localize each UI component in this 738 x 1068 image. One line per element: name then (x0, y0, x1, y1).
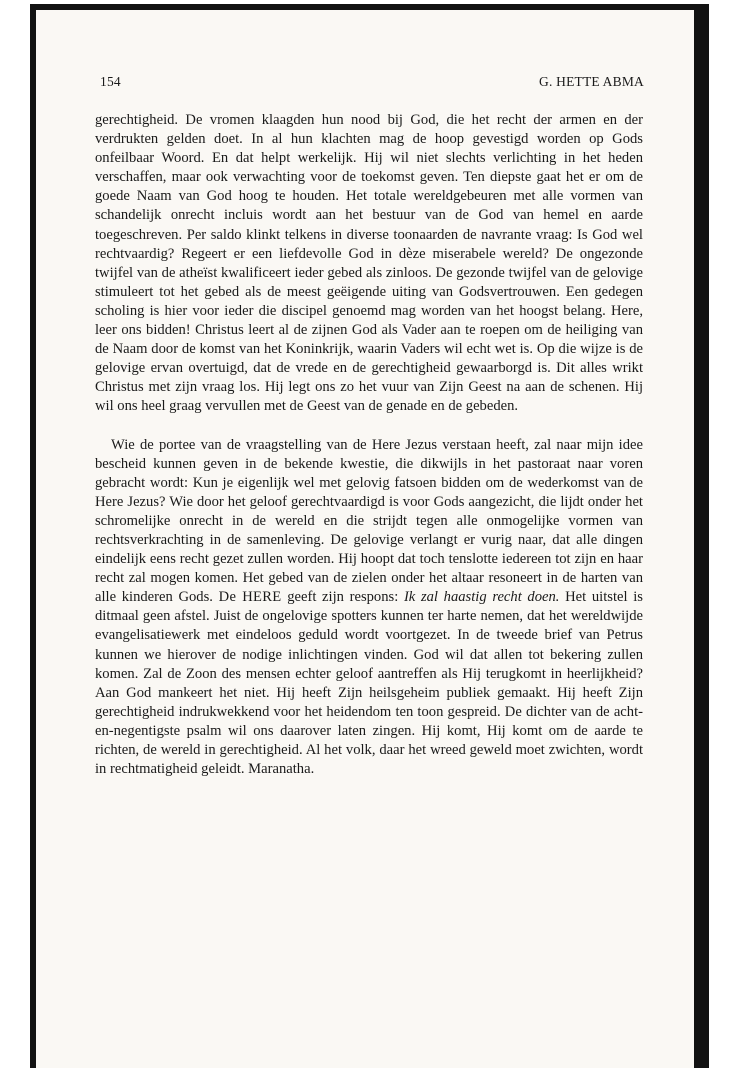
paragraph-2-part-c: Het uitstel is ditmaal geen afstel. Juist de ongelovige spotters kunnen ter harte nemen, dat het wereldwijde evangelisatiewerk met eindeloos geduld wordt voortgezet. In de tweede brief van Petrus kunnen we hierover de nodige inlichtingen vinden. God wil dat allen tot bekering zullen komen. Zal de Zoon des mensen echter geloof aantreffen als Hij terugkomt in heerlijkheid? Aan God mankeert het niet. Hij heeft Zijn heilsgeheim publiek gemaakt. Hij heeft Zijn gerechtigheid indrukwekkend voor het heidendom ten toon gespreid. De dichter van de acht-en-negentigste psalm wil ons daarover laten zingen. Hij komt, Hij komt om de aarde te richten, de wereld in gerechtigheid. Al het volk, daar het wreed geweld moet zwichten, wordt in rechtmatigheid geleidt. Maranatha. (95, 589, 643, 778)
body-text (95, 111, 643, 779)
paragraph-2-here: De HERE (218, 589, 282, 606)
page-number: 154 (100, 74, 121, 89)
running-title: G. HETTE ABMA (539, 74, 644, 89)
paragraph-2-part-a: Wie de portee van de vraagstelling van de Here Jezus verstaan heeft, zal naar mijn idee bescheid kunnen geven in de bekende kwestie, die dikwijls in het pastoraat naar voren gebracht wordt: Kun je eigenlijk wel met gelovig fatsoen bidden om de wederkomst van de Here Jezus? Wie door het geloof gerechtvaardigd is voor Gods aangezicht, die lijdt onder het schromelijke onrecht in de wereld en die strijdt tegen alle onmogelijke vormen van rechtsverkrachting in de samenleving. De gelovige verlangt er vurig naar, dat alle dingen eindelijk eens recht gezet zullen worden. Hij hoopt dat toch tenslotte iedereen tot zijn en haar recht zal mogen komen. Het gebed van de zielen onder het altaar resoneert in de harten van alle kinderen Gods. (95, 436, 643, 606)
running-head (100, 74, 644, 90)
paragraph-1: gerechtigheid. De vromen klaagden hun nood bij God, die het recht der armen en der verdrukten gelden doet. In al hun klachten mag de hoop gevestigd worden op Gods onfeilbaar Woord. En dat helpt werkelijk. Hij wil niet slechts verlichting in het heden verschaffen, maar ook verwachting voor de toekomst geven. Ten diepste gaat het er om de goede Naam van God hoog te houden. Het totale wereldgebeuren met alle vormen van schandelijk onrecht incluis wordt aan het bestuur van de God van hemel en aarde toegeschreven. Per saldo klinkt telkens in diverse toonaarden de navrante vraag: Is God wel rechtvaardig? Regeert er een liefdevolle God in dèze miserabele wereld? De ongezonde twijfel van de atheïst kwalificeert ieder gebed als zinloos. De gezonde twijfel van de gelovige stimuleert tot het gebed als de meest geëigende uiting van Godsvertrouwen. Een gedegen scholing is hier voor ieder die discipel genoemd mag worden van het hoogst belang. Here, leer ons bidden! Christus leert al de zijnen God als Vader aan te roepen om de heiliging van de Naam door de komst van het Koninkrijk, waarin Vaders wil echt wet is. Op die wijze is de gelovige ervan overtuigd, dat de vrede en de gerechtigheid gewaarborgd is. Dit alles wrikt Christus met zijn vraag los. Hij legt ons zo het vuur van Zijn Geest na aan de schenen. Hij wil ons heel graag vervullen met de Geest van de genade en de gebeden. (95, 112, 643, 415)
paragraph-2-part-b: geeft zijn respons: (281, 589, 404, 606)
paragraph-2-quote: Ik zal haastig recht doen. (403, 589, 560, 606)
scan-border-right (694, 4, 709, 1068)
paragraph-2 (95, 436, 643, 780)
